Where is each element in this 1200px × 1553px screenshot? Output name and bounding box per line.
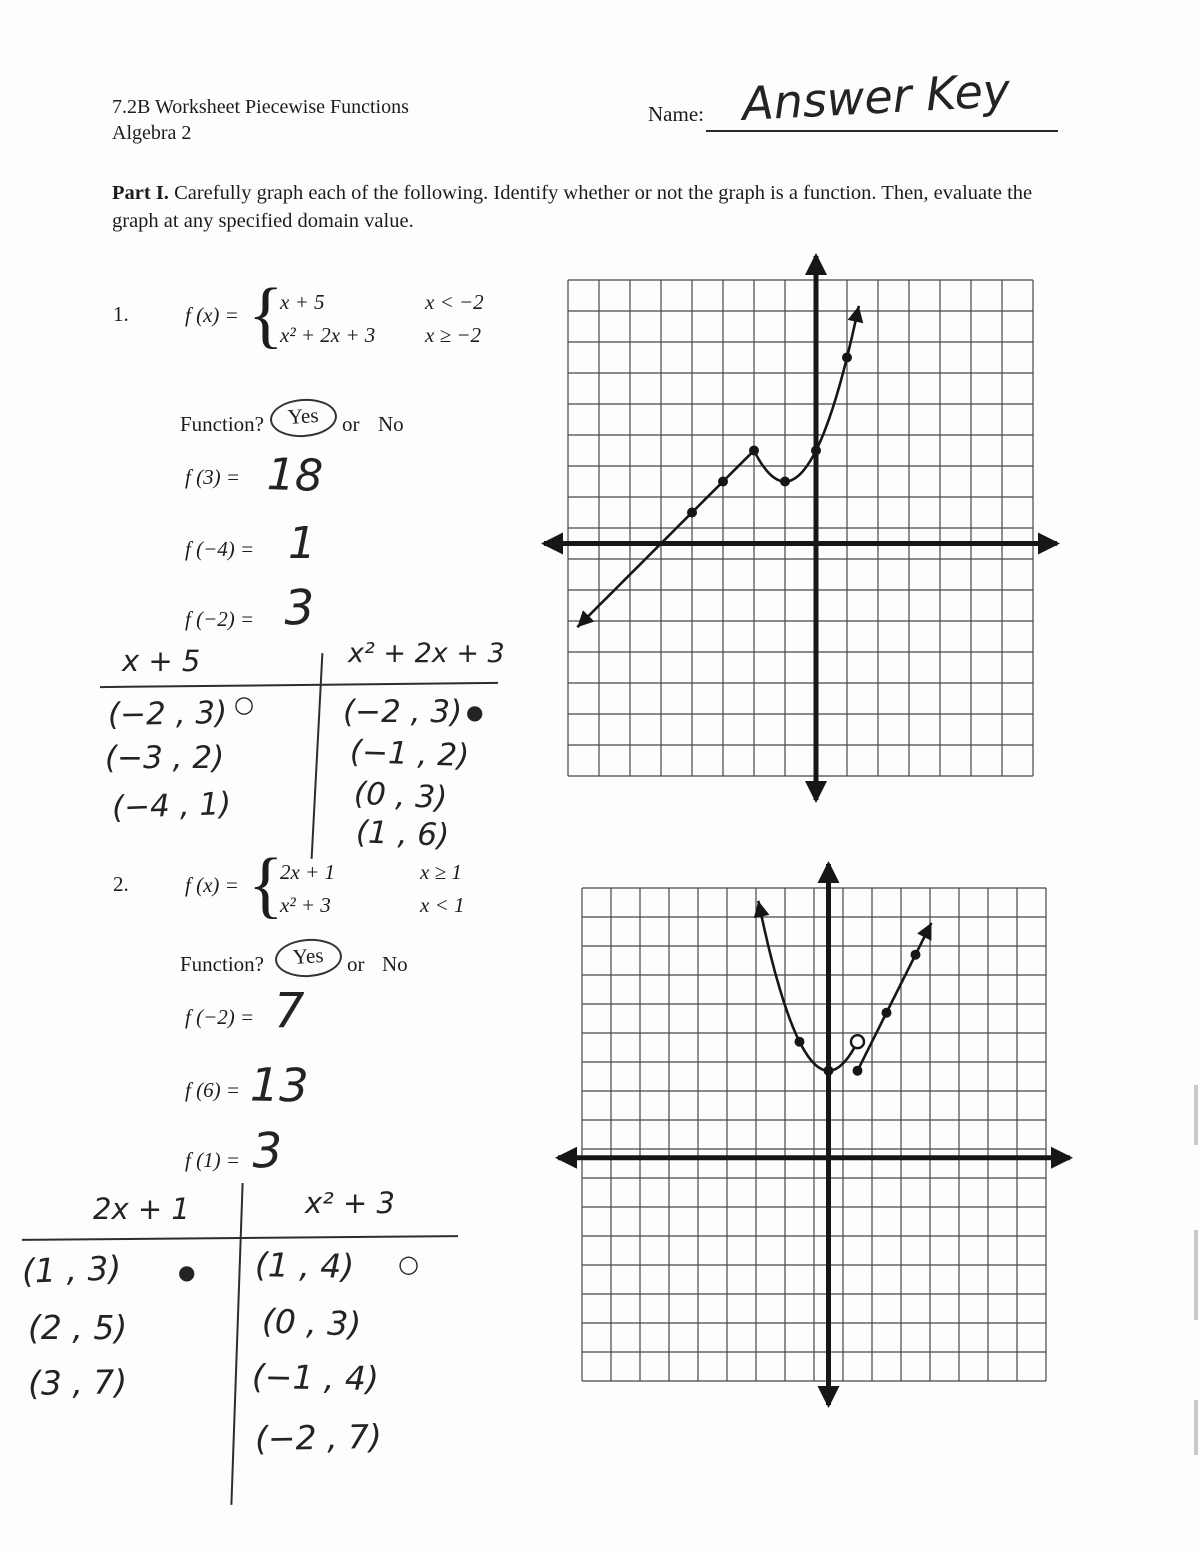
p1-piece2-cond: x ≥ −2 (425, 323, 482, 347)
p1-brace: { (248, 274, 284, 356)
p2-table-right-row: (0 , 3) (261, 1301, 362, 1344)
p1-table-right-row: (−2 , 3) (343, 694, 463, 730)
p1-function-question: Function? (180, 412, 264, 436)
p1-table-hline (100, 682, 498, 689)
p2-answer-no: No (382, 952, 408, 976)
name-answer: Answer Key (740, 63, 1012, 131)
p2-fx-label: f (x) = (185, 873, 239, 897)
p1-answer-no: No (378, 412, 404, 436)
p2-function-question: Function? (180, 952, 264, 976)
p2-piece2-cond: x < 1 (420, 893, 465, 917)
p1-or-text: or (342, 412, 360, 436)
scan-artifact (1194, 1085, 1198, 1145)
p1-table-right-row: (1 , 6) (355, 814, 450, 854)
p2-table-left-header: 2x + 1 (93, 1192, 190, 1226)
p2-eval2-answer: 13 (249, 1057, 310, 1113)
p1-closed-dot-marker: ● (466, 700, 484, 724)
p1-table-left-row: (−3 , 2) (105, 740, 225, 776)
p1-answer-yes-circled: Yes (269, 397, 338, 440)
p1-table-right-header: x² + 2x + 3 (348, 638, 505, 669)
p2-or-text: or (347, 952, 365, 976)
p1-table-left-header: x + 5 (122, 644, 201, 678)
p2-table-right-header: x² + 3 (305, 1186, 395, 1220)
p1-eval2-answer: 1 (288, 518, 316, 569)
p2-answer-yes-circled: Yes (274, 937, 343, 980)
part1-text: Carefully graph each of the following. Identify whether or not the graph is a function. Then, evaluate the graph at any specified domain value. (112, 182, 1033, 232)
part1-instructions (112, 180, 1047, 235)
worksheet-title: 7.2B Worksheet Piecewise Functions (112, 96, 409, 118)
p2-closed-dot-marker: ● (178, 1260, 196, 1284)
p2-eval1-answer: 7 (274, 983, 305, 1039)
graph-problem2 (542, 848, 1086, 1421)
part1-label: Part I. (112, 182, 169, 204)
p1-open-circle-marker: ○ (234, 692, 255, 718)
graph-problem1 (528, 240, 1073, 816)
p2-table-left-row: (1 , 3) (21, 1248, 122, 1291)
p2-piece1-expr: 2x + 1 (280, 860, 335, 884)
scan-artifact (1194, 1400, 1198, 1455)
p2-table-vline (230, 1183, 244, 1505)
p2-table-right-row: (1 , 4) (254, 1245, 355, 1286)
p2-table-left-row: (2 , 5) (28, 1308, 128, 1347)
p1-table-right-row: (0 , 3) (353, 775, 449, 817)
p2-eval1-label: f (−2) = (185, 1005, 255, 1029)
p1-eval3-answer: 3 (283, 579, 316, 637)
worksheet-subtitle: Algebra 2 (112, 122, 192, 144)
p2-table-right-row: (−2 , 7) (254, 1416, 383, 1459)
p2-table-right-row: (−1 , 4) (251, 1356, 380, 1399)
p1-table-right-row: (−1 , 2) (349, 733, 470, 775)
p2-open-circle-marker: ○ (398, 1250, 419, 1278)
p1-piece1-cond: x < −2 (425, 290, 484, 314)
p1-table-left-row: (−2 , 3) (107, 694, 228, 734)
p2-eval3-label: f (1) = (185, 1148, 240, 1172)
p1-eval3-label: f (−2) = (185, 607, 255, 631)
p1-number: 1. (113, 302, 129, 326)
p1-eval2-label: f (−4) = (185, 537, 255, 561)
p2-number: 2. (113, 872, 129, 896)
p1-table-left-row: (−4 , 1) (111, 785, 232, 827)
p1-piece2-expr: x² + 2x + 3 (280, 323, 376, 347)
p2-brace: { (248, 844, 284, 926)
p2-eval3-answer: 3 (251, 1122, 284, 1180)
p1-eval1-label: f (3) = (185, 465, 240, 489)
p2-piece1-cond: x ≥ 1 (420, 860, 462, 884)
p2-piece2-expr: x² + 3 (280, 893, 331, 917)
p2-table-left-row: (3 , 7) (27, 1362, 128, 1403)
p2-eval2-label: f (6) = (185, 1078, 240, 1102)
scan-artifact (1194, 1230, 1198, 1320)
p1-fx-label: f (x) = (185, 303, 239, 327)
p1-piece1-expr: x + 5 (280, 290, 325, 314)
p1-eval1-answer: 18 (266, 449, 324, 502)
name-label: Name: (648, 102, 704, 126)
